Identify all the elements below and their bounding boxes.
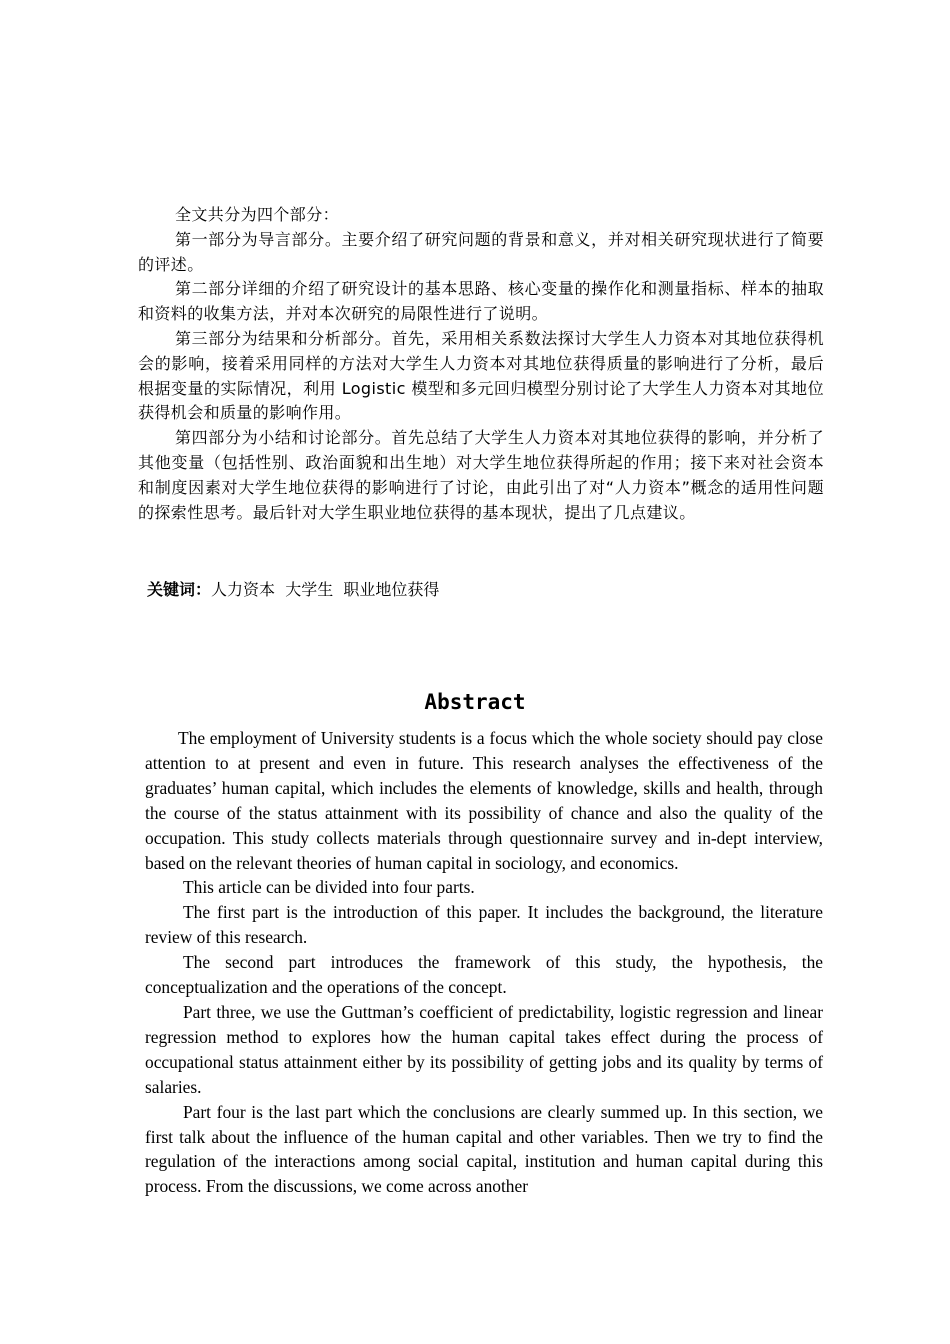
keyword: 职业地位获得 bbox=[343, 580, 440, 599]
keyword: 人力资本 bbox=[211, 580, 276, 599]
summary-paragraph: 第四部分为小结和讨论部分。首先总结了大学生人力资本对其地位获得的影响，并分析了其他变量（包括性别、政治面貌和出生地）对大学生地位获得所起的作用；接下来对社会资本和制度因素对大学生地位获得的影响进行了讨论，由此引出了对“人力资本”概念的适用性问题的探索性思考。最后针对大学生职业地位获得的基本现状，提出了几点建议。 bbox=[138, 428, 824, 522]
abstract-paragraph: Part four is the last part which the conclusions are clearly summed up. In this section, we first talk about the influence of the human capital and other variables. Then we try to find the regulation of the interactions among social capital, institution and human capital during this process. From the discussions, we come across another bbox=[145, 1101, 823, 1197]
abstract-paragraph: Part three, we use the Guttman’s coefficient of predictability, logistic regression and linear regression method to explores how the human capital takes effect during the process of occupational status attainment either by its possibility of getting jobs and its quality by terms of salaries. bbox=[145, 1001, 823, 1097]
keywords-line bbox=[147, 578, 439, 602]
abstract-paragraph: The employment of University students is a focus which the whole society should pay close attention to at present and even in future. This research analyses the effectiveness of the graduates’ human capital, which includes the elements of knowledge, skills and health, through the course of the status attainment with its possibility of chance and also the quality of the occupation. This study collects materials through questionnaire survey and in-dept interview, based on the relevant theories of human capital in sociology, and economics. bbox=[145, 728, 823, 873]
summary-paragraph: 第一部分为导言部分。主要介绍了研究问题的背景和意义，并对相关研究现状进行了简要的评述。 bbox=[138, 229, 824, 274]
abstract-paragraph: This article can be divided into four parts. bbox=[183, 877, 475, 898]
abstract-paragraph: The first part is the introduction of this paper. It includes the background, the literature review of this research. bbox=[145, 902, 823, 948]
abstract-body bbox=[145, 726, 823, 1199]
chinese-summary bbox=[138, 203, 824, 525]
abstract-paragraph: The second part introduces the framework of this study, the hypothesis, the conceptualization and the operations of the concept. bbox=[145, 952, 823, 998]
summary-paragraph: 全文共分为四个部分： bbox=[175, 205, 340, 224]
abstract-title: Abstract bbox=[424, 690, 526, 714]
keywords-label: 关键词： bbox=[147, 580, 212, 599]
summary-paragraph: 第三部分为结果和分析部分。首先，采用相关系数法探讨大学生人力资本对其地位获得机会的影响，接着采用同样的方法对大学生人力资本对其地位获得质量的影响进行了分析，最后根据变量的实际情况，利用 Logistic 模型和多元回归模型分别讨论了大学生人力资本对其地位获得机会和质量的影响作用。 bbox=[138, 328, 824, 423]
keyword: 大学生 bbox=[285, 580, 334, 599]
summary-paragraph: 第二部分详细的介绍了研究设计的基本思路、核心变量的操作化和测量指标、样本的抽取和资料的收集方法，并对本次研究的局限性进行了说明。 bbox=[138, 279, 824, 324]
